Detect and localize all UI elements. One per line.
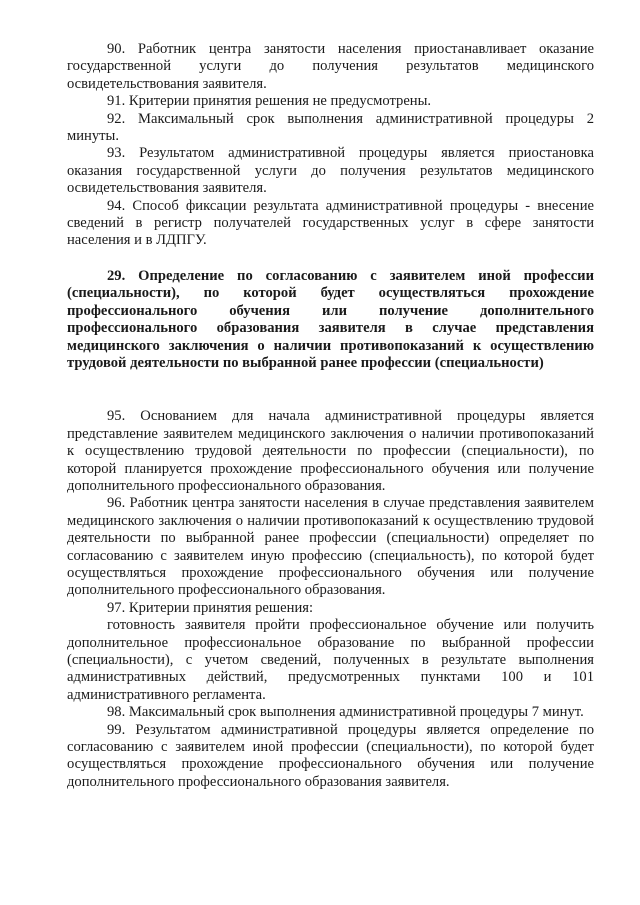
paragraph-98: 98. Максимальный срок выполнения административной процедуры 7 минут. xyxy=(107,704,584,721)
paragraph-97: 97. Критерии принятия решения: xyxy=(107,599,314,616)
paragraph-93: 93. Результатом административной процедуры является приостановка оказания государственной услуги до получения результатов медицинского освидетельствования заявителя. xyxy=(67,145,594,197)
paragraph-97-criteria: готовность заявителя пройти профессиональное обучение или получить дополнительное профессиональное образование по выбранной профессии (специальности), с учетом сведений, полученных в результате выполнения административных действий, предусмотренных пунктами 100 и 101 административного регламента. xyxy=(67,617,594,703)
paragraph-94: 94. Способ фиксации результата административной процедуры - внесение сведений в регистр получателей государственных услуг в сфере занятости населения и в ЛДПГУ. xyxy=(67,197,594,249)
paragraph-99: 99. Результатом административной процедуры является определение по согласованию с заявителем иной профессии (специальности), по которой будет осуществляться прохождение профессионального обучения или получение дополнительного профессионального образования заявителя. xyxy=(67,721,594,790)
paragraph-95: 95. Основанием для начала административной процедуры является представление заявителем медицинского заключения о наличии противопоказаний к осуществлению трудовой деятельности по профессии (специальности), по которой планируется прохождение профессионального обучения или получение дополнительного профессионального образования. xyxy=(67,408,594,494)
paragraph-90: 90. Работник центра занятости населения приостанавливает оказание государственной услуги до получения результатов медицинского освидетельствования заявителя. xyxy=(67,41,594,92)
section-heading-29: 29. Определение по согласованию с заявителем иной профессии (специальности), по которой будет осуществляться прохождение профессионального обучения или получение дополнительного профессионального образования заявителя в случае представления медицинского заключения о наличии противопоказаний к осуществлению трудовой деятельности по выбранной ранее профессии (специальности) xyxy=(67,267,594,371)
paragraph-92: 92. Максимальный срок выполнения административной процедуры 2 минуты. xyxy=(67,110,594,145)
paragraph-91: 91. Критерии принятия решения не предусмотрены. xyxy=(107,93,432,110)
document-body xyxy=(67,41,594,791)
paragraph-96: 96. Работник центра занятости населения в случае представления заявителем медицинского заключения о наличии противопоказаний к осуществлению трудовой деятельности по выбранной ранее профессии (специальности) определяет по согласованию с заявителем иную профессию (специальность), по которой будет осуществляться прохождение профессионального обучения или получение дополнительного профессионального образования. xyxy=(67,495,594,599)
